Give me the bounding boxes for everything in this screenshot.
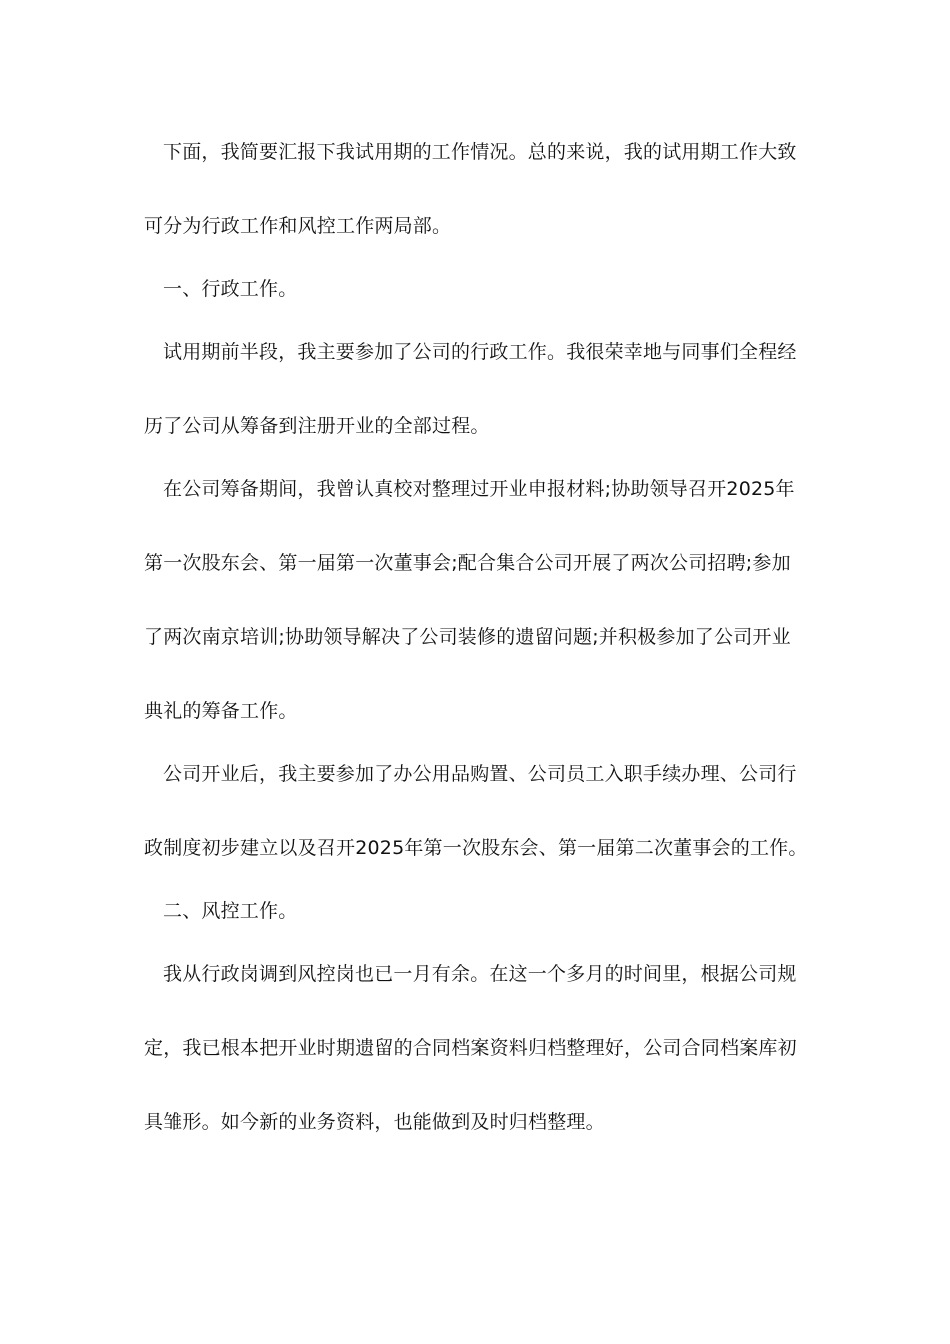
section-heading-risk-control: 二、风控工作。 (163, 900, 298, 922)
paragraph-2-line-2: 历了公司从筹备到注册开业的全部过程。 (144, 415, 490, 437)
paragraph-1-line-1: 下面，我简要汇报下我试用期的工作情况。总的来说，我的试用期工作大致 (163, 141, 797, 163)
section-heading-administrative: 一、行政工作。 (163, 278, 298, 300)
paragraph-5-line-1: 我从行政岗调到风控岗也已一月有余。在这一个多月的时间里，根据公司规 (163, 963, 797, 985)
paragraph-3-line-4: 典礼的筹备工作。 (144, 700, 298, 722)
paragraph-1-line-2: 可分为行政工作和风控工作两局部。 (144, 215, 452, 237)
paragraph-5-line-3: 具雏形。如今新的业务资料，也能做到及时归档整理。 (144, 1111, 605, 1133)
paragraph-4-line-2: 政制度初步建立以及召开2025年第一次股东会、第一届第二次董事会的工作。 (144, 837, 808, 859)
paragraph-5-line-2: 定，我已根本把开业时期遗留的合同档案资料归档整理好，公司合同档案库初 (144, 1037, 797, 1059)
paragraph-3-line-2: 第一次股东会、第一届第一次董事会;配合集合公司开展了两次公司招聘;参加 (144, 552, 791, 574)
paragraph-3-line-1: 在公司筹备期间，我曾认真校对整理过开业申报材料;协助领导召开2025年 (163, 478, 795, 500)
paragraph-4-line-1: 公司开业后，我主要参加了办公用品购置、公司员工入职手续办理、公司行 (163, 763, 797, 785)
paragraph-2-line-1: 试用期前半段，我主要参加了公司的行政工作。我很荣幸地与同事们全程经 (163, 341, 797, 363)
paragraph-3-line-3: 了两次南京培训;协助领导解决了公司装修的遗留问题;并积极参加了公司开业 (144, 626, 791, 648)
